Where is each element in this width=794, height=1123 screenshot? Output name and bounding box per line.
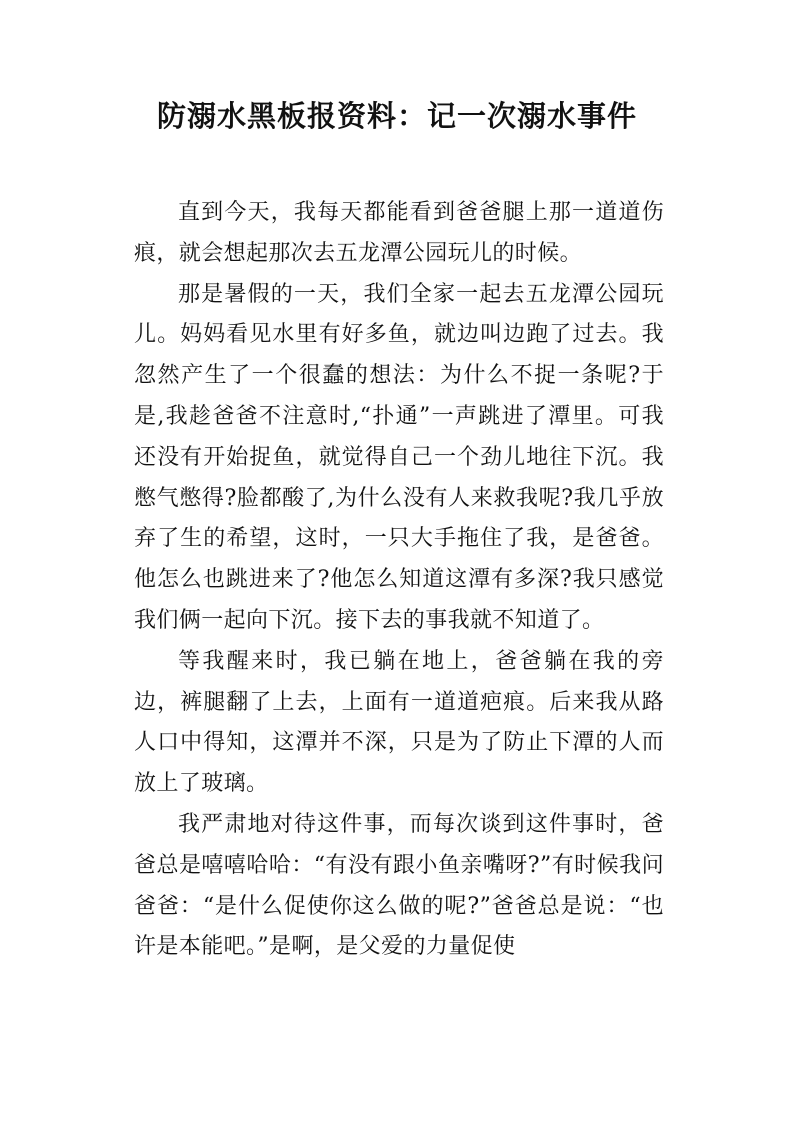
paragraph: 那是暑假的一天，我们全家一起去五龙潭公园玩儿。妈妈看见水里有好多鱼，就边叫边跑了过去。我忽然产生了一个很蠢的想法：为什么不捉一条呢?于是,我趁爸爸不注意时,“扑通”一声跳进了潭里。可我还没有开始捉鱼，就觉得自己一个劲儿地往下沉。我憋气憋得?脸都酸了,为什么没有人来救我呢?我几乎放弃了生的希望，这时，一只大手拖住了我，是爸爸。他怎么也跳进来了?他怎么知道这潭有多深?我只感觉我们俩一起向下沉。接下去的事我就不知道了。 [134,281,664,633]
paragraph: 我严肃地对待这件事，而每次谈到这件事时，爸爸总是嘻嘻哈哈：“有没有跟小鱼亲嘴呀?”有时候我问爸爸：“是什么促使你这么做的呢?”爸爸总是说：“也许是本能吧。”是啊，是父爱的力量促使 [134,811,664,960]
paragraph: 等我醒来时，我已躺在地上，爸爸躺在我的旁边，裤腿翻了上去，上面有一道道疤痕。后来我从路人口中得知，这潭并不深，只是为了防止下潭的人而放上了玻璃。 [134,648,664,797]
document-title: 防溺水黑板报资料：记一次溺水事件 [156,99,637,133]
document-body [134,193,664,968]
paragraph: 直到今天，我每天都能看到爸爸腿上那一道道伤痕，就会想起那次去五龙潭公园玩儿的时候。 [134,200,664,266]
